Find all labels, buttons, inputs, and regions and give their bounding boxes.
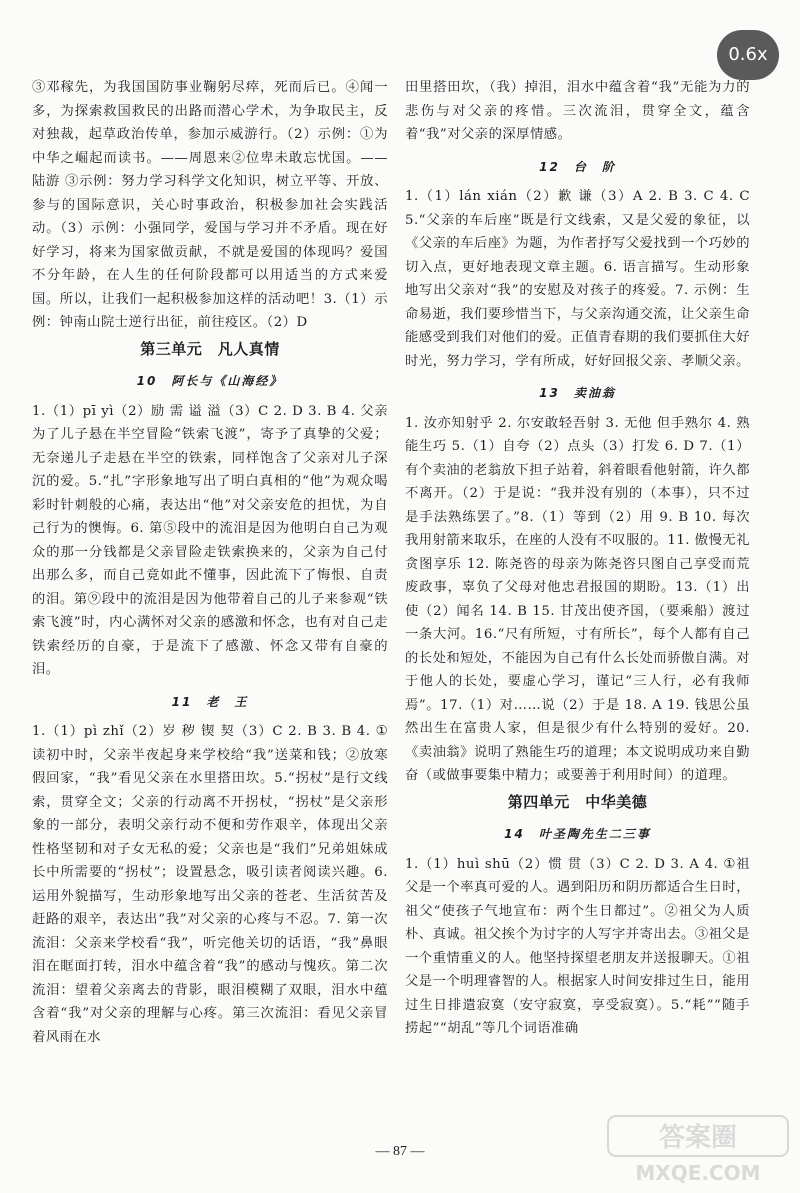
unit-heading: 第四单元 中华美德 [507, 792, 648, 811]
answer-paragraph: 1.（1）huì shū（2）惯 贯（3）C 2. D 3. A 4. ①祖父是一个率真可爱的人。遇到阳历和阴历都适合生日时，祖父“使孩子气地宣布：两个生日都过”。②祖父为人质朴、真诚。祖父挨个为讨字的人写字并寄出去。③祖父是一个重情重义的人。他坚持探望老朋友并送报聊天。①祖父是一个明理睿智的人。根据家人时间安排过生日，能用过生日排遣寂寞（安守寂寞，享受寂寞）。5.“耗”“随手捞起”“胡乱”等几个词语准确 [405, 856, 750, 1036]
answer-paragraph: 1.（1）pī yì（2）励 需 谥 溢（3）C 2. D 3. B 4. 父亲为了儿子悬在半空冒险“铁索飞渡”，寄予了真挚的父爱；无奈递儿子走悬在半空的铁索，同样饱含了父亲对儿子深沉的爱。5.“扎”字形象地写出了明白真相的“他”为观众喝彩时针刺般的心痛，表达出“他”对父亲安危的担忧，为自己行为的懊悔。6. 第⑤段中的流泪是因为他明白自己为观众的那一分钱都是父亲冒险走铁索换来的，父亲为自己付出那么多，而自己竟如此不懂事，因此流下了悔恨、自责的泪。第⑨段中的流泪是因为他带着自己的儿子来参观“铁索飞渡”时，内心满怀对父亲的感激和怀念，也有对自己走铁索经历的自豪，于是流下了感激、怀念又带有自豪的泪。 [32, 403, 388, 677]
svg-text:MXQE.COM: MXQE.COM [635, 1161, 761, 1185]
page-number: — 87 — [375, 1144, 425, 1159]
lesson-heading: 11 老 王 [171, 694, 249, 709]
answer-paragraph: 1.（1）pì zhǐ（2）岁 秽 锲 契（3）C 2. B 3. B 4. ①读初中时，父亲半夜起身来学校给“我”送菜和钱；②放寒假回家，“我”看见父亲在水里搭田坎。5.“拐杖”是行文线索，贯穿全文；父亲的行动离不开拐杖，“拐杖”是父亲形象的一部分，表明父亲行动不便和劳作艰辛，体现出父亲性格坚韧和对子女无私的爱；父亲也是“我们”兄弟姐妹成长中所需要的“拐杖”；设置悬念，吸引读者阅读兴趣。6. 运用外貌描写，生动形象地写出父亲的苍老、生活贫苦及赶路的艰辛，表达出“我”对父亲的心疼与不忍。7. 第一次流泪：父亲来学校看“我”，听完他关切的话语，“我”鼻眼泪在眶面打转，泪水中蕴含着“我”的感动与愧疚。第二次流泪：望着父亲离去的背影，眼泪模糊了双眼，泪水中蕴含着“我”对父亲的理解与心疼。第三次流泪：看见父亲冒着风雨在水 [32, 724, 388, 1045]
answer-paragraph: 田里搭田坎，（我）掉泪，泪水中蕴含着“我”无能为力的悲伤与对父亲的疼惜。三次流泪，贯穿全文，蕴含着“我”对父亲的深厚情感。 [405, 80, 750, 142]
left-column [32, 76, 388, 1049]
answer-paragraph: 1. 汝亦知射乎 2. 尔安敢轻吾射 3. 无他 但手熟尔 4. 熟能生巧 5.（1）自夸（2）点头（3）打发 6. D 7.（1）有个卖油的老翁放下担子站着，斜着眼看他射箭，许久都不离开。（2）于是说：“我并没有别的（本事），只不过是手法熟练罢了。”8.（1）等到（2）用 9. B 10. 每次我用射箭来取乐，在座的人没有不叹服的。11. 傲慢无礼 贪图享乐 12. 陈尧咨的母亲为陈尧咨只图自己享受而荒废政事，辜负了父母对他忠君报国的期盼。13.（1）出使（2）闻名 14. B 15. 甘茂出使齐国，（要乘船）渡过一条大河。16.“尺有所短，寸有所长”，每个人都有自己的长处和短处，不能因为自己有什么长处而骄傲自满。对于他人的长处，要虚心学习，谨记“三人行，必有我师焉”。17.（1）对……说（2）于是 18. A 19. 钱思公虽然出生在富贵人家，但是很少有什么特别的爱好。20.《卖油翁》说明了熟能生巧的道理；本文说明成功来自勤奋（或做事要集中精力；或要善于利用时间）的道理。 [405, 415, 750, 783]
lesson-heading: 13 卖油翁 [539, 386, 616, 400]
playback-speed-badge[interactable]: 0.6x [717, 30, 779, 80]
lesson-heading: 12 台 阶 [539, 159, 616, 174]
svg-text:答案圈: 答案圈 [658, 1123, 738, 1153]
right-column [405, 76, 750, 1041]
lesson-heading: 10 阿长与《山海经》 [136, 374, 284, 388]
answer-paragraph: 1.（1）lán xián（2）歉 谦（3）A 2. B 3. C 4. C 5.“父亲的车后座”既是行文线索，又是父爱的象征，以《父亲的车后座》为题，为作者抒写父爱找到一个巧妙的切入点，更好地表现文章主题。6. 语言描写。生动形象地写出父亲对“我”的安慰及对孩子的疼爱。7. 示例：生命易逝，我们要珍惜当下，与父亲沟通交流，让父亲生命能感受到我们对他们的爱。正值青春期的我们要抓住大好时光，努力学习，学有所成，好好回报父亲、孝顺父亲。 [405, 189, 750, 369]
answer-paragraph: ③邓稼先，为我国国防事业鞠躬尽瘁，死而后已。④闻一多，为探索救国救民的出路而潜心学术，为争取民主，反对独裁，起草政治传单，参加示威游行。（2）示例：①为中华之崛起而读书。——周恩来②位卑未敢忘忧国。——陆游 ③示例：努力学习科学文化知识，树立平等、开放、参与的国际意识，关心时事政治，积极参加社会实践活动。（3）示例：小强同学，爱国与学习并不矛盾。现在好好学习，将来为国家做贡献，不就是爱国的体现吗？爱国不分年龄，在人生的任何阶段都可以用适当的方式来爱国。所以，让我们一起积极参加这样的活动吧！3.（1）示例：钟南山院士逆行出征，前往疫区。（2）D [32, 80, 388, 330]
lesson-heading: 14 叶圣陶先生二三事 [504, 827, 651, 841]
unit-heading: 第三单元 凡人真情 [140, 339, 280, 358]
